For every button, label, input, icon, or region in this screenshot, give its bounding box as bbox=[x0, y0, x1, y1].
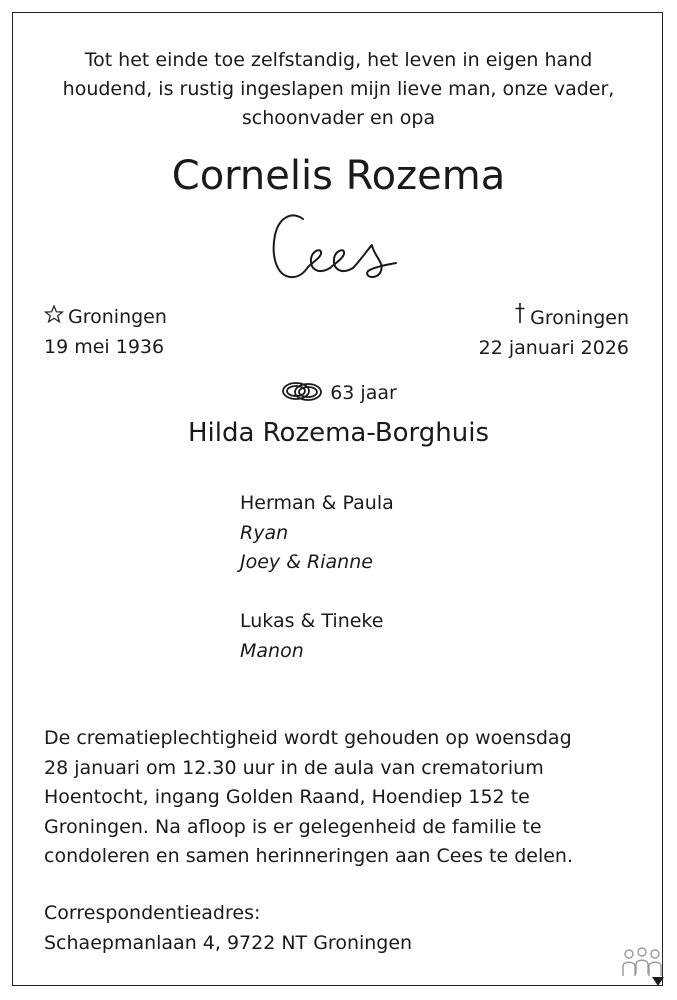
address-label: Correspondentieadres: bbox=[44, 902, 261, 924]
birth-info bbox=[44, 302, 167, 362]
address-line: Schaepmanlaan 4, 9722 NT Groningen bbox=[44, 931, 413, 954]
intro-line: Tot het einde toe zelfstandig, het leven in eigen hand bbox=[84, 49, 593, 71]
ceremony-line: Groningen. Na afloop is er gelegenheid de familie te bbox=[44, 815, 542, 838]
ceremony-line: De crematieplechtigheid wordt gehouden op woensdag bbox=[44, 727, 572, 749]
correspondence-address bbox=[44, 899, 412, 958]
death-info bbox=[479, 302, 629, 363]
intro-line: houdend, is rustig ingeslapen mijn lieve man, onze vader, bbox=[62, 78, 615, 100]
wedding-rings-icon bbox=[280, 379, 324, 412]
family-children: Herman & Paula bbox=[240, 492, 394, 514]
spouse-name: Hilda Rozema-Borghuis bbox=[187, 418, 490, 448]
family-children: Lukas & Tineke bbox=[240, 610, 384, 632]
ceremony-line: condoleren en samen herinneringen aan Cees te delen. bbox=[44, 845, 574, 867]
intro-text bbox=[0, 46, 677, 133]
publisher-logo-icon[interactable] bbox=[616, 944, 666, 988]
ceremony-line: Hoentocht, ingang Golden Raand, Hoendiep 152 te bbox=[44, 786, 530, 808]
ceremony-line: 28 januari om 12.30 uur in de aula van crematorium bbox=[44, 756, 544, 779]
family-grandchild: Ryan bbox=[240, 521, 289, 544]
marriage-info bbox=[0, 378, 677, 412]
star-icon bbox=[44, 302, 64, 332]
family-list bbox=[240, 489, 394, 666]
marriage-years: 63 jaar bbox=[330, 382, 397, 404]
cross-icon bbox=[514, 302, 526, 333]
family-grandchild: Manon bbox=[240, 639, 304, 662]
birth-date: 19 mei 1936 bbox=[44, 336, 165, 358]
death-place: Groningen bbox=[530, 307, 629, 329]
deceased-name: Cornelis Rozema bbox=[171, 153, 506, 199]
birth-place: Groningen bbox=[68, 306, 167, 328]
ceremony-text bbox=[44, 724, 573, 872]
intro-line: schoonvader en opa bbox=[241, 107, 436, 129]
family-grandchild: Joey & Rianne bbox=[240, 551, 373, 573]
nickname-signature bbox=[0, 205, 677, 295]
death-date: 22 januari 2026 bbox=[478, 337, 629, 359]
